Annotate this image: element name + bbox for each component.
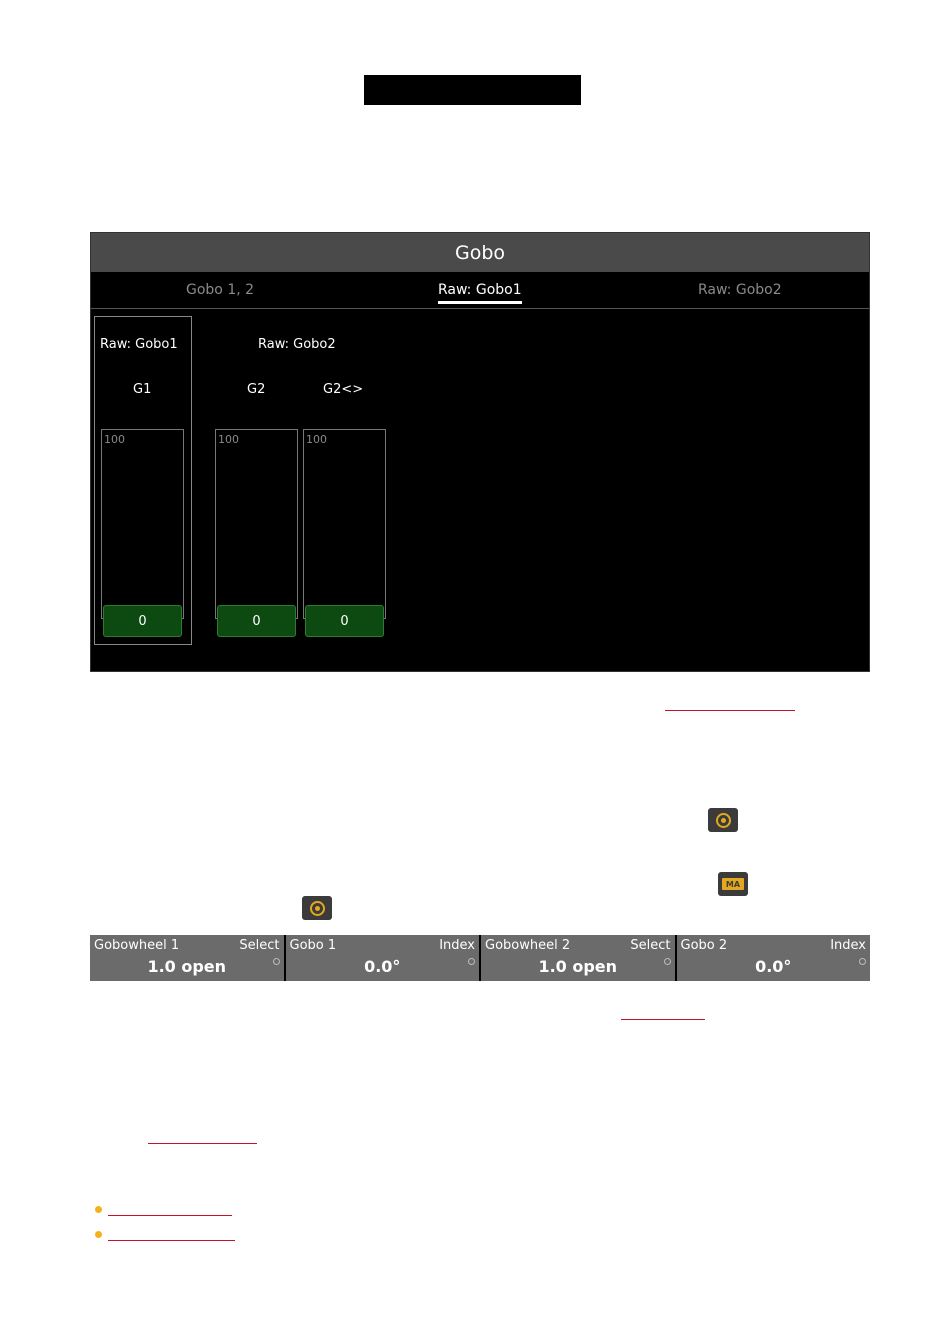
fader-value-button[interactable]: 0 <box>103 605 182 637</box>
encoder-ring-icon <box>310 901 325 916</box>
list-item-link[interactable] <box>108 1215 232 1216</box>
window-title: Gobo <box>91 233 869 272</box>
bullet-dot-icon <box>95 1206 102 1213</box>
ma-key-button-icon <box>718 872 748 896</box>
encoder-name: Gobowheel 1 <box>94 938 180 953</box>
encoder-mode: Index <box>439 938 475 953</box>
encoder-gobo-2[interactable] <box>677 935 871 981</box>
gobo-window <box>90 232 870 672</box>
fader-label-g2-rotate: G2<> <box>323 382 364 397</box>
encoder-mode: Index <box>830 938 866 953</box>
fader-g1[interactable] <box>101 429 184 629</box>
encoder-mode: Select <box>239 938 280 953</box>
fader-max-label: 100 <box>104 433 125 446</box>
tab-raw-gobo1[interactable]: Raw: Gobo1 <box>438 282 522 298</box>
fader-max-label: 100 <box>306 433 327 446</box>
hyperlink[interactable] <box>665 710 795 711</box>
encoder-gobo-1[interactable] <box>286 935 480 981</box>
encoder-dot-icon <box>664 958 671 965</box>
group-label-raw-gobo2: Raw: Gobo2 <box>258 337 336 352</box>
encoder-name: Gobo 1 <box>289 938 337 953</box>
hyperlink[interactable] <box>148 1143 257 1144</box>
encoder-gobowheel-2[interactable] <box>481 935 675 981</box>
fader-g2-rotate[interactable] <box>303 429 386 629</box>
fader-value-button[interactable]: 0 <box>305 605 384 637</box>
encoder-mode: Select <box>630 938 671 953</box>
hyperlink[interactable] <box>621 1019 705 1020</box>
tab-bar <box>91 272 869 309</box>
encoder-dot-icon <box>273 958 280 965</box>
tab-gobo-1-2[interactable]: Gobo 1, 2 <box>186 282 255 298</box>
fader-label-g1: G1 <box>133 382 152 397</box>
encoder-value: 0.0° <box>364 957 401 976</box>
encoder-name: Gobowheel 2 <box>485 938 571 953</box>
encoder-button-icon <box>708 808 738 832</box>
encoder-value: 1.0 open <box>538 957 618 976</box>
document-title-redacted <box>364 75 581 105</box>
encoder-dot-icon <box>468 958 475 965</box>
fader-value-button[interactable]: 0 <box>217 605 296 637</box>
fader-g2[interactable] <box>215 429 298 629</box>
ma-key-icon: MA <box>722 878 744 890</box>
tab-raw-gobo2[interactable]: Raw: Gobo2 <box>698 282 782 298</box>
list-item-link[interactable] <box>108 1240 235 1241</box>
encoder-name: Gobo 2 <box>680 938 728 953</box>
encoder-button-icon <box>302 896 332 920</box>
fader-max-label: 100 <box>218 433 239 446</box>
encoder-value: 1.0 open <box>147 957 227 976</box>
fader-label-g2: G2 <box>247 382 266 397</box>
group-label-raw-gobo1: Raw: Gobo1 <box>100 337 178 352</box>
encoder-dot-icon <box>859 958 866 965</box>
encoder-ring-icon <box>716 813 731 828</box>
encoder-value: 0.0° <box>755 957 792 976</box>
bullet-dot-icon <box>95 1231 102 1238</box>
encoder-gobowheel-1[interactable] <box>90 935 284 981</box>
encoder-bar <box>90 935 870 981</box>
